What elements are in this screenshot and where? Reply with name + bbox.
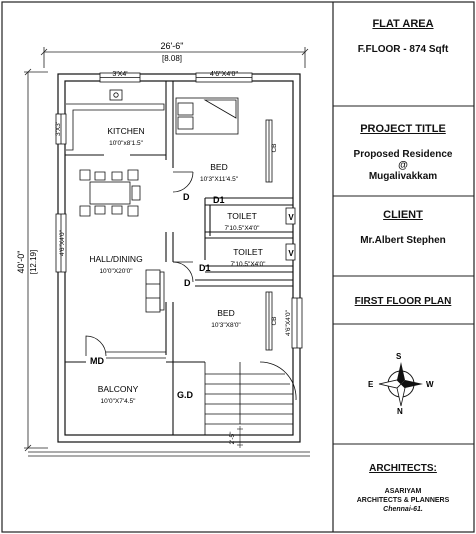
- compass-icon: [379, 362, 423, 406]
- toilet1-door-label: D1: [213, 195, 225, 205]
- client-name: Mr.Albert Stephen: [360, 235, 446, 246]
- architects-label: ARCHITECTS:: [369, 463, 437, 474]
- hall-size: 10'0"X20'0": [99, 268, 133, 275]
- hall-window-label: 4'6"X4'0": [59, 230, 66, 256]
- firm-line-1: ASARIYAM: [384, 488, 422, 495]
- flat-area-label: FLAT AREA: [372, 18, 434, 30]
- main-door-label: MD: [90, 356, 104, 366]
- overall-width-text: 26'-6": [160, 41, 184, 51]
- window-label-top-right: 4'6"X4'0": [210, 71, 238, 78]
- project-line-1: Proposed Residence: [353, 149, 453, 160]
- project-title-label: PROJECT TITLE: [360, 123, 446, 135]
- dining-table: [80, 170, 140, 216]
- bed1-size: 10'3"X11'4.5": [199, 176, 239, 183]
- stair-width-dimension: [237, 426, 243, 448]
- compass-n: N: [397, 407, 403, 416]
- bed1-name: BED: [210, 162, 228, 172]
- bed2-name: BED: [217, 308, 235, 318]
- overall-depth-metric-text: [12.19]: [29, 249, 38, 275]
- compass-w: W: [426, 380, 434, 389]
- bed2-window-label: 4'6"X4'0": [285, 310, 292, 336]
- bed2-door-label: D: [184, 278, 191, 288]
- toilet2-name: TOILET: [233, 247, 263, 257]
- hall-seating: [146, 270, 164, 312]
- balcony-size: 10'0"X7'4.5": [100, 398, 136, 405]
- compass-s: S: [396, 352, 402, 361]
- client-label: CLIENT: [383, 209, 423, 221]
- ventilator-2-label: V: [288, 249, 294, 258]
- bed1-door: [173, 172, 193, 192]
- cb-label-top: CB: [271, 143, 278, 153]
- main-door: [86, 336, 166, 358]
- kitchen-walls: [65, 81, 173, 168]
- overall-depth-text: 40'-0": [16, 250, 26, 274]
- ventilator-1-label: V: [288, 213, 294, 222]
- toilet2-size: 7'10.5"X4'0": [230, 261, 266, 268]
- bed2-size: 10'3"X8'0": [211, 322, 241, 329]
- toilet2-door-label: D1: [199, 263, 211, 273]
- hall-bed2-wall: [166, 232, 293, 355]
- compass-e: E: [368, 380, 374, 389]
- bed1-door-label: D: [183, 192, 190, 202]
- project-line-3: Mugalivakkam: [368, 171, 438, 182]
- window-label-top-left: 3'X4': [112, 71, 128, 78]
- grill-door-label: G.D: [176, 390, 194, 400]
- hall-name: HALL/DINING: [89, 254, 143, 264]
- overall-width-metric-text: [8.08]: [161, 54, 183, 63]
- stair-width-label: 2'-5": [229, 431, 236, 445]
- project-line-2: @: [398, 160, 408, 171]
- kitchen-name: KITCHEN: [107, 126, 145, 136]
- toilet1-size: 7'10.5"X4'0": [224, 225, 260, 232]
- toilet1-name: TOILET: [227, 211, 257, 221]
- firm-line-3: Chennai-61.: [383, 506, 423, 513]
- cb-label-bottom: CB: [271, 316, 278, 326]
- balcony-name: BALCONY: [97, 384, 139, 394]
- kitchen-size: 10'0"x8'1.5": [109, 140, 143, 147]
- flat-area-value: F.FLOOR - 874 Sqft: [357, 44, 449, 55]
- bed2-window: [292, 298, 302, 348]
- bed1-furniture: [176, 98, 238, 134]
- kitchen-side-window-label: 3'X3': [55, 121, 62, 137]
- staircase: [205, 362, 296, 435]
- plan-name: FIRST FLOOR PLAN: [354, 296, 452, 307]
- ground-line: [28, 452, 310, 456]
- firm-line-2: ARCHITECTS & PLANNERS: [356, 497, 450, 504]
